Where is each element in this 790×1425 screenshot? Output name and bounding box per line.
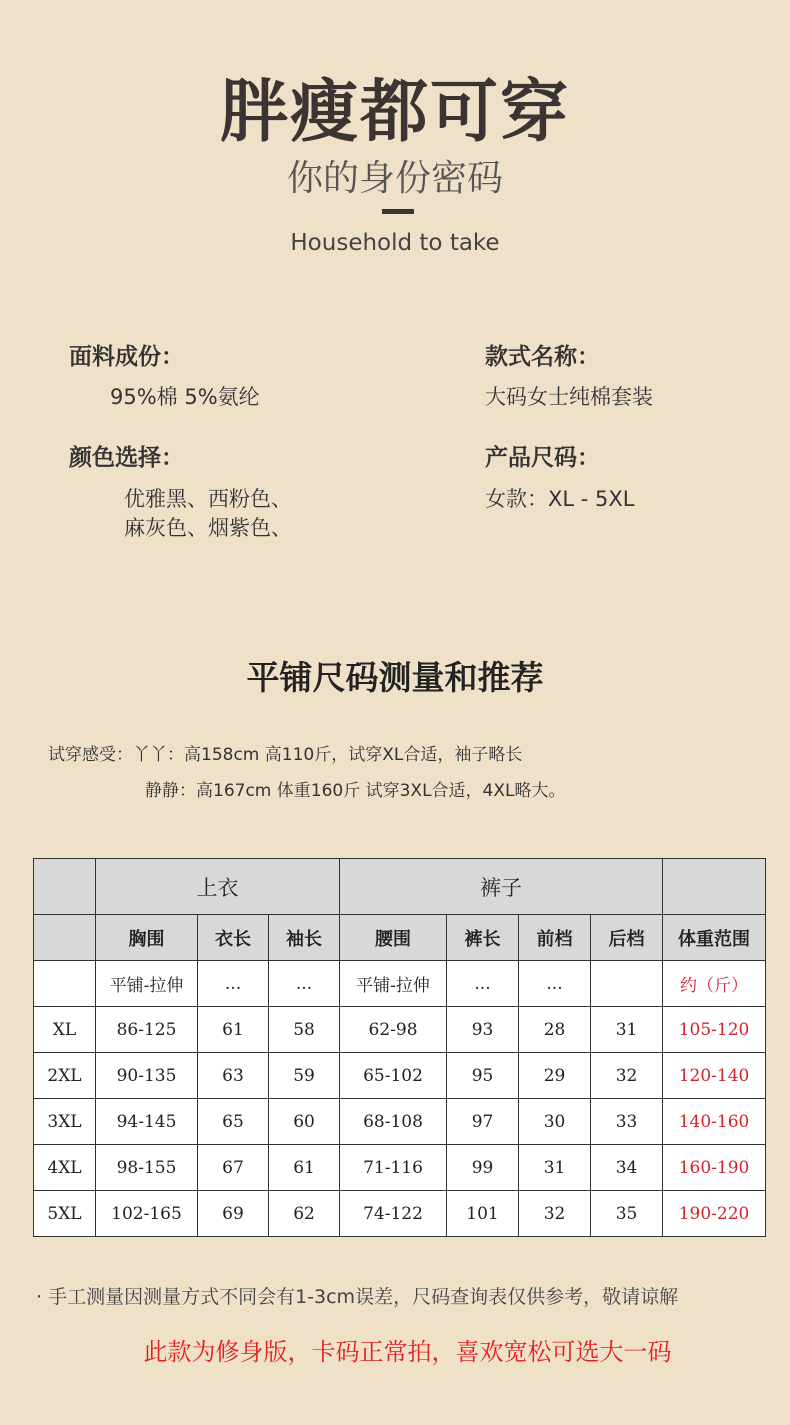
table-cell: 99 — [447, 1145, 519, 1191]
table-cell: 65 — [198, 1099, 269, 1145]
table-cell: 31 — [519, 1145, 591, 1191]
color-label: 颜色选择： — [69, 445, 184, 471]
size-table — [33, 858, 766, 1237]
column-header: 袖长 — [269, 915, 340, 961]
table-group-header — [34, 859, 766, 915]
table-cell: 33 — [591, 1099, 663, 1145]
fabric-value: 95%棉 5%氨纶 — [110, 385, 260, 409]
size-value: 女款：XL - 5XL — [485, 487, 635, 511]
color-line-1: 优雅黑、西粉色、 — [124, 487, 292, 511]
page-title: 胖瘦都可穿 — [219, 73, 570, 152]
table-row — [34, 1007, 766, 1053]
fit-note-2: 静静：高167cm 体重160斤 试穿3XL合适，4XL略大。 — [145, 781, 566, 801]
table-cell: 60 — [269, 1099, 340, 1145]
table-cell: 67 — [198, 1145, 269, 1191]
fit-warning: 此款为修身版，卡码正常拍，喜欢宽松可选大一码 — [143, 1338, 672, 1366]
table-cell: 29 — [519, 1053, 591, 1099]
table-cell: 34 — [591, 1145, 663, 1191]
table-cell: 93 — [447, 1007, 519, 1053]
style-value: 大码女士纯棉套装 — [485, 385, 653, 409]
table-row — [34, 1145, 766, 1191]
size-label: 产品尺码： — [485, 445, 600, 471]
table-cell — [34, 961, 96, 1007]
style-label: 款式名称： — [485, 344, 600, 370]
table-cell: 63 — [198, 1053, 269, 1099]
weight-cell: 120-140 — [663, 1053, 766, 1099]
table-cell: 31 — [591, 1007, 663, 1053]
table-cell: 94-145 — [96, 1099, 198, 1145]
group-top: 上衣 — [96, 859, 340, 915]
table-cell: 平铺-拉伸 — [340, 961, 447, 1007]
table-cell: 71-116 — [340, 1145, 447, 1191]
table-cell: ... — [198, 961, 269, 1007]
size-cell: 3XL — [34, 1099, 96, 1145]
weight-cell: 140-160 — [663, 1099, 766, 1145]
table-cell: ... — [519, 961, 591, 1007]
weight-cell: 190-220 — [663, 1191, 766, 1237]
table-row — [34, 1053, 766, 1099]
column-header: 胸围 — [96, 915, 198, 961]
table-corner-cell — [34, 859, 96, 915]
table-cell: 62-98 — [340, 1007, 447, 1053]
table-cell: 97 — [447, 1099, 519, 1145]
color-line-2: 麻灰色、烟紫色、 — [124, 516, 292, 540]
table-row — [34, 1099, 766, 1145]
table-cell: 30 — [519, 1099, 591, 1145]
table-cell: 约（斤） — [663, 961, 766, 1007]
column-header: 腰围 — [340, 915, 447, 961]
table-cell: 95 — [447, 1053, 519, 1099]
size-cell: 5XL — [34, 1191, 96, 1237]
table-cell: ... — [269, 961, 340, 1007]
table-cell: 101 — [447, 1191, 519, 1237]
weight-cell: 160-190 — [663, 1145, 766, 1191]
column-header: 前档 — [519, 915, 591, 961]
table-cell: 102-165 — [96, 1191, 198, 1237]
english-tagline: Household to take — [290, 230, 500, 256]
column-header: 体重范围 — [663, 915, 766, 961]
table-cell: 74-122 — [340, 1191, 447, 1237]
size-cell: XL — [34, 1007, 96, 1053]
measure-method-row — [34, 961, 766, 1007]
column-header: 裤长 — [447, 915, 519, 961]
table-cell: 32 — [519, 1191, 591, 1237]
measurement-disclaimer: · 手工测量因测量方式不同会有1-3cm误差，尺码查询表仅供参考，敬请谅解 — [36, 1286, 679, 1308]
table-cell — [591, 961, 663, 1007]
table-row — [34, 1191, 766, 1237]
weight-cell: 105-120 — [663, 1007, 766, 1053]
table-column-header — [34, 915, 766, 961]
page-subtitle: 你的身份密码 — [286, 158, 503, 199]
table-cell: 90-135 — [96, 1053, 198, 1099]
column-header: 后档 — [591, 915, 663, 961]
column-header-blank — [34, 915, 96, 961]
fabric-label: 面料成份： — [69, 344, 184, 370]
table-cell: 61 — [269, 1145, 340, 1191]
table-cell: 98-155 — [96, 1145, 198, 1191]
table-cell: ... — [447, 961, 519, 1007]
group-blank — [663, 859, 766, 915]
table-cell: 62 — [269, 1191, 340, 1237]
size-chart-title: 平铺尺码测量和推荐 — [246, 658, 544, 697]
table-cell: 69 — [198, 1191, 269, 1237]
title-divider — [382, 209, 414, 214]
table-cell: 86-125 — [96, 1007, 198, 1053]
fit-note-1: 试穿感受：丫丫：高158cm 高110斤，试穿XL合适，袖子略长 — [48, 745, 523, 765]
table-cell: 35 — [591, 1191, 663, 1237]
size-cell: 2XL — [34, 1053, 96, 1099]
table-cell: 58 — [269, 1007, 340, 1053]
table-cell: 平铺-拉伸 — [96, 961, 198, 1007]
table-cell: 68-108 — [340, 1099, 447, 1145]
table-cell: 61 — [198, 1007, 269, 1053]
group-pants: 裤子 — [340, 859, 663, 915]
size-cell: 4XL — [34, 1145, 96, 1191]
table-cell: 65-102 — [340, 1053, 447, 1099]
column-header: 衣长 — [198, 915, 269, 961]
table-cell: 28 — [519, 1007, 591, 1053]
table-cell: 32 — [591, 1053, 663, 1099]
table-cell: 59 — [269, 1053, 340, 1099]
